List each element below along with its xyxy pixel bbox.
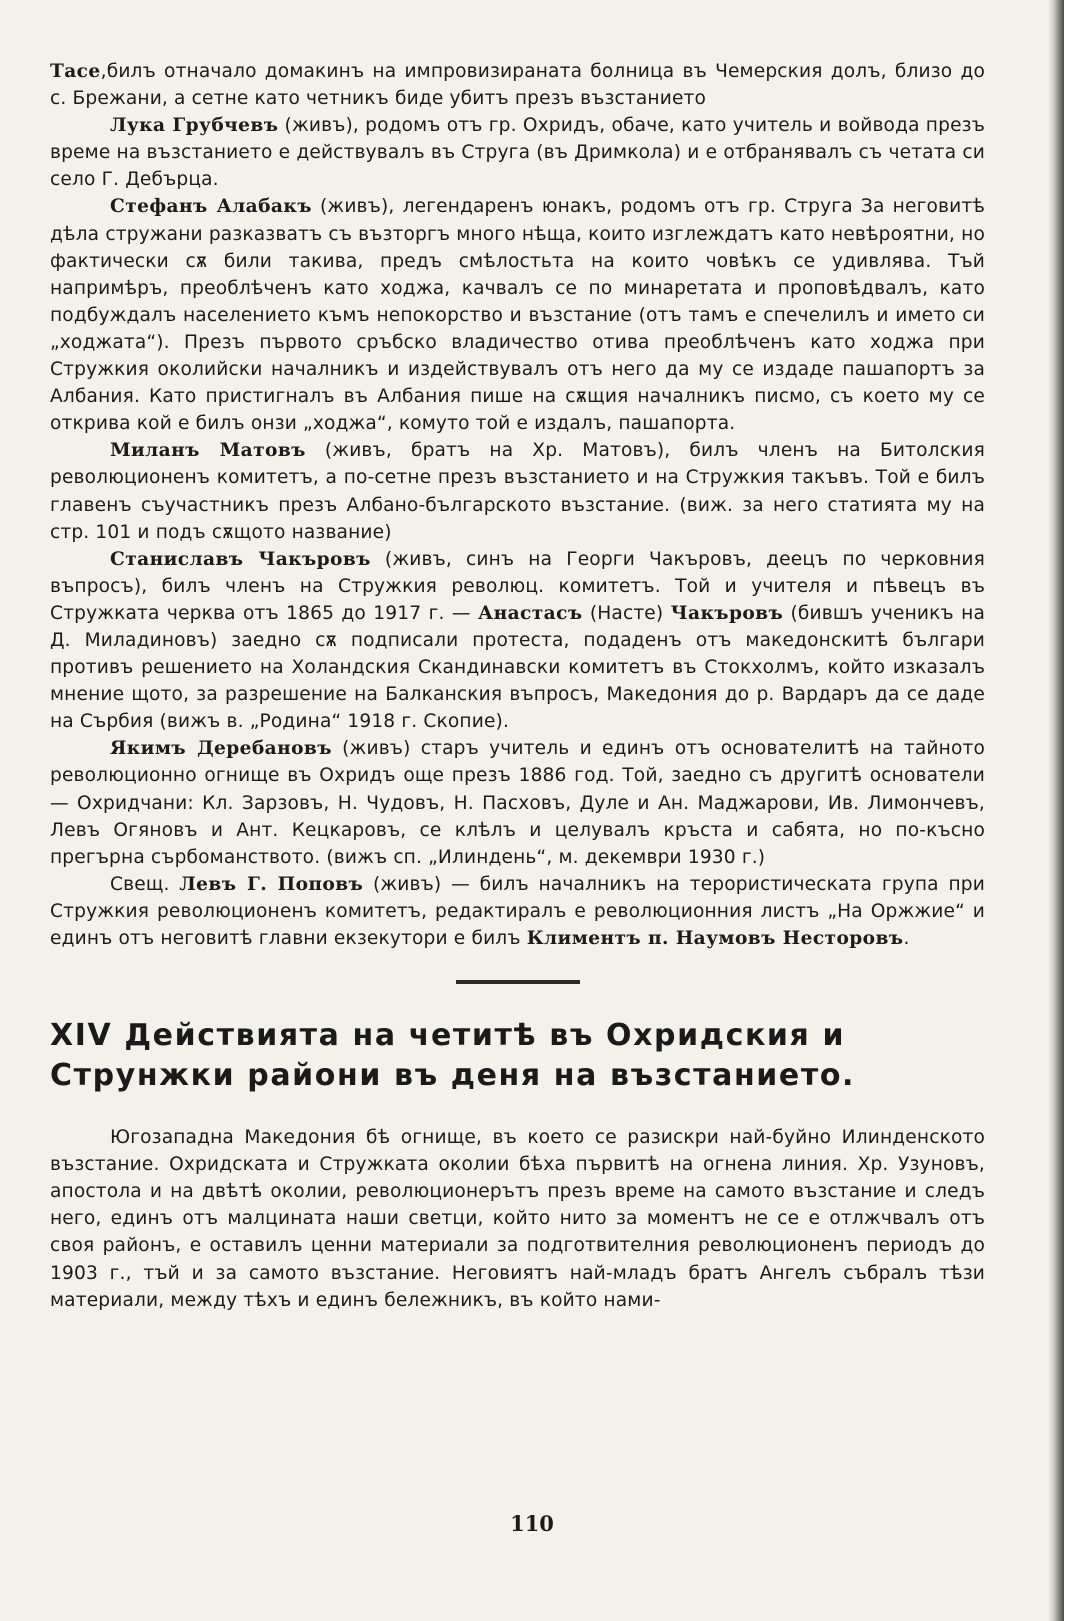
paragraph-stefan-alabak [50,193,985,437]
spine-shadow [1048,0,1064,1621]
person-name: Станиславъ Чакъровъ [110,548,371,570]
paragraph-stanislav-chakarov [50,546,985,736]
paragraph-text: (живъ, братъ на Хр. Матовъ), билъ членъ на Битолския революционенъ комитетъ, а по-сетне презъ възстанието и на Стружкия такъвъ. Той е билъ главенъ съучастникъ презъ Албано-българското възстание. (виж. за него статията му на стр. 101 и подъ сѫщото название) [50,440,985,543]
chapter-opening-paragraph: Югозападна Македония бѣ огнище, въ което се разискри най-буйно Илинденското възстание. Охридската и Стружката околии бѣха първитѣ на огнена линия. Хр. Узуновъ, апостола и на двѣтѣ околии, революционерътъ презъ време на самото възстание и следъ него, единъ отъ малцината наши светци, който нито за моментъ не се е отлжчвалъ отъ своя районъ, е оставилъ ценни материали за подготвителния революционенъ периодъ до 1903 г., тъй и за самото възстание. Неговиятъ най-младъ братъ Ангелъ събралъ тѣзи материали, между тѣхъ и единъ бележникъ, въ който нами- [50,1127,985,1311]
person-name: Стефанъ Алабакъ [110,196,312,218]
person-name: Климентъ п. Наумовъ Несторовъ [526,928,904,949]
paragraph-text: (живъ, синъ на Георги Чакъровъ, деецъ по черковния въпросъ), билъ членъ на Стружкия революц. комитетъ. Той и учителя и пѣвецъ въ Стружката черква отъ 1865 до 1917 г. — [50,548,986,624]
paragraph-text: (Насте) [582,602,671,624]
chapter-title-line: Струнжки райони въ деня на възстанието. [50,1058,856,1094]
person-name: Чакъровъ [670,602,784,624]
paragraph-luka-grubchev [50,112,985,193]
section-divider [456,980,580,984]
paragraph-text: (живъ), легендаренъ юнакъ, родомъ отъ гр. Струга За неговитѣ дѣла стружани разказватъ съ възторгъ много нѣща, които изглеждатъ като невѣроятни, но фактически сѫ били такива, предъ смѣлостьта на които човѣкъ се удивлява. Тъй напримѣръ, преоблѣченъ като ходжа, качвалъ се по минаретата и проповѣдвалъ, като подбуждалъ населението къмъ непокорство и възстание (отъ тамъ е спечелилъ и името си „ходжата“). Презъ първото сръбско владичество отива преоблѣченъ като ходжа при Стружкия околийски началникъ и издействувалъ отъ него да му се издаде пашапортъ за Албания. Като пристигналъ въ Албания пише на сѫщия началникъ писмо, съ което му се открива кой е билъ онзи „ходжа“, комуто той е издалъ, пашапорта. [50,196,985,435]
paragraph-yakim-derebanov [50,735,985,870]
paragraph-lev-popov [50,871,985,952]
person-name: Якимъ Деребановъ [110,738,332,760]
paragraph-tase [50,58,985,112]
paragraph-text: (бившъ ученикъ на Д. Миладиновъ) заедно сѫ подписали протеста, подаденъ отъ македонскитѣ българи противъ решението на Холандския Скандинавски комитетъ въ Стокхолмъ, който изказалъ мнение щото, за разрешение на Балканския въпросъ, Македония до р. Вардаръ да се даде на Сърбия (вижъ в. „Родина“ 1918 г. Скопие). [50,602,985,733]
paragraph-prefix: Свещ. [110,873,180,895]
paragraph-text: (живъ), родомъ отъ гр. Охридъ, обаче, като учитель и войвода презъ време на възстанието е действувалъ въ Струга (въ Дримкола) и е отбранявалъ съ четата си село Г. Дебърца. [50,115,985,191]
page-number: 110 [510,1511,554,1536]
person-name: Анастасъ [478,602,583,624]
paragraph-text: ,билъ отначало домакинъ на импровизираната болница въ Чемерския долъ, близо до с. Брежани, а сетне като четникъ биде убитъ презъ възстанието [50,61,985,110]
paragraph-text: (живъ) — билъ началникъ на терористическата група при Стружкия революционенъ комитетъ, редактиралъ е революционния листъ „На Оржжие“ и единъ отъ неговитѣ главни екзекутори е билъ [50,873,985,949]
person-name: Лука Грубчевъ [110,115,279,137]
person-name: Тасе [50,61,101,82]
paragraph-milan-matov [50,437,985,545]
person-name: Миланъ Матовъ [110,440,306,462]
person-name: Левъ Г. Поповъ [179,873,364,895]
chapter-title [50,1016,985,1096]
paragraph-text: (живъ) старъ учитель и единъ отъ основателитѣ на тайното революционно огнище въ Охридъ още презъ 1886 год. Той, заедно съ другитѣ основатели — Охридчани: Кл. Зарзовъ, Н. Чудовъ, Н. Пасховъ, Дуле и Ан. Маджарови, Ив. Лимончевъ, Левъ Огяновъ и Ант. Кецкаровъ, се клѣлъ и целувалъ кръста и сабята, но по-късно прегърна сърбоманството. (вижъ сп. „Илиндень“, м. декември 1930 г.) [50,738,985,868]
page-content [50,58,985,1314]
paragraph-text: . [903,928,910,949]
chapter-title-line: XIV Действията на четитѣ въ Охридския и [50,1018,846,1054]
